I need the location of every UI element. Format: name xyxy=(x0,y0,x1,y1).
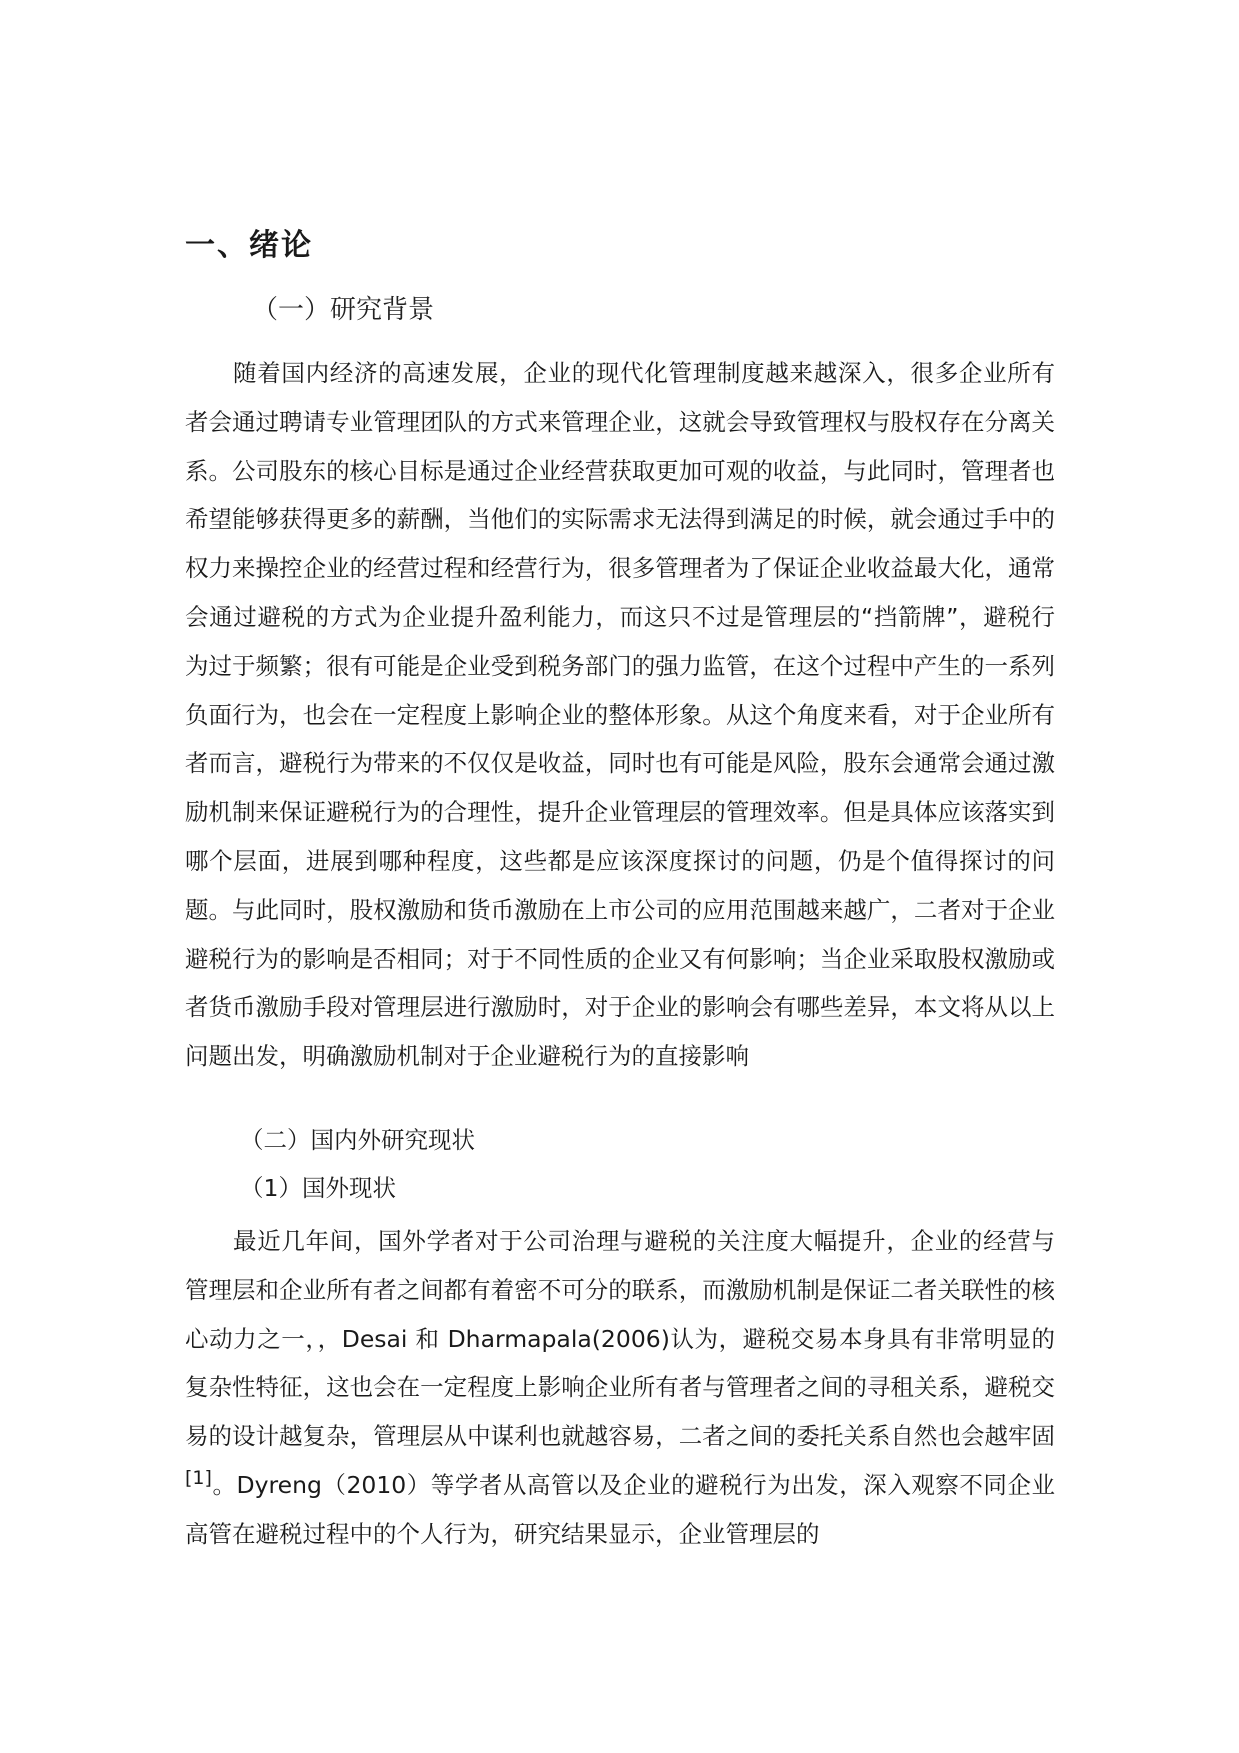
section-heading-literature-review: （二）国内外研究现状 xyxy=(240,1126,475,1154)
citation-marker[interactable]: [1] xyxy=(185,1467,212,1490)
subsection-heading-foreign-status: （1）国外现状 xyxy=(240,1174,396,1202)
paragraph-text-before-citation: 最近几年间，国外学者对于公司治理与避税的关注度大幅提升，企业的经营与管理层和企业所有者之间都有着密不可分的联系，而激励机制是保证二者关联性的核心动力之一，，Desai 和 Dharmapala(2006)认为，避税交易本身具有非常明显的复杂性特征，这也会在一定程度上影响企业所有者与管理者之间的寻租关系，避税交易的设计越复杂，管理层从中谋利也就越容易，二者之间的委托关系自然也会越牢固 xyxy=(185,1227,1055,1451)
paragraph-text-after-citation: 。Dyreng（2010）等学者从高管以及企业的避税行为出发，深入观察不同企业高管在避税过程中的个人行为，研究结果显示，企业管理层的 xyxy=(185,1470,1055,1548)
section-heading-research-background: （一）研究背景 xyxy=(252,295,435,325)
chapter-heading: 一、绪论 xyxy=(185,228,313,263)
body-paragraph-foreign-research xyxy=(185,1217,1055,1559)
body-paragraph-background: 随着国内经济的高速发展，企业的现代化管理制度越来越深入，很多企业所有者会通过聘请专业管理团队的方式来管理企业，这就会导致管理权与股权存在分离关系。公司股东的核心目标是通过企业经营获取更加可观的收益，与此同时，管理者也希望能够获得更多的薪酬，当他们的实际需求无法得到满足的时候，就会通过手中的权力来操控企业的经营过程和经营行为，很多管理者为了保证企业收益最大化，通常会通过避税的方式为企业提升盈利能力，而这只不过是管理层的“挡箭牌”，避税行为过于频繁；很有可能是企业受到税务部门的强力监管，在这个过程中产生的一系列负面行为，也会在一定程度上影响企业的整体形象。从这个角度来看，对于企业所有者而言，避税行为带来的不仅仅是收益，同时也有可能是风险，股东会通常会通过激励机制来保证避税行为的合理性，提升企业管理层的管理效率。但是具体应该落实到哪个层面，进展到哪种程度，这些都是应该深度探讨的问题，仍是个值得探讨的问题。与此同时，股权激励和货币激励在上市公司的应用范围越来越广，二者对于企业避税行为的影响是否相同；对于不同性质的企业又有何影响；当企业采取股权激励或者货币激励手段对管理层进行激励时，对于企业的影响会有哪些差异，本文将从以上问题出发，明确激励机制对于企业避税行为的直接影响 xyxy=(185,359,1055,1071)
